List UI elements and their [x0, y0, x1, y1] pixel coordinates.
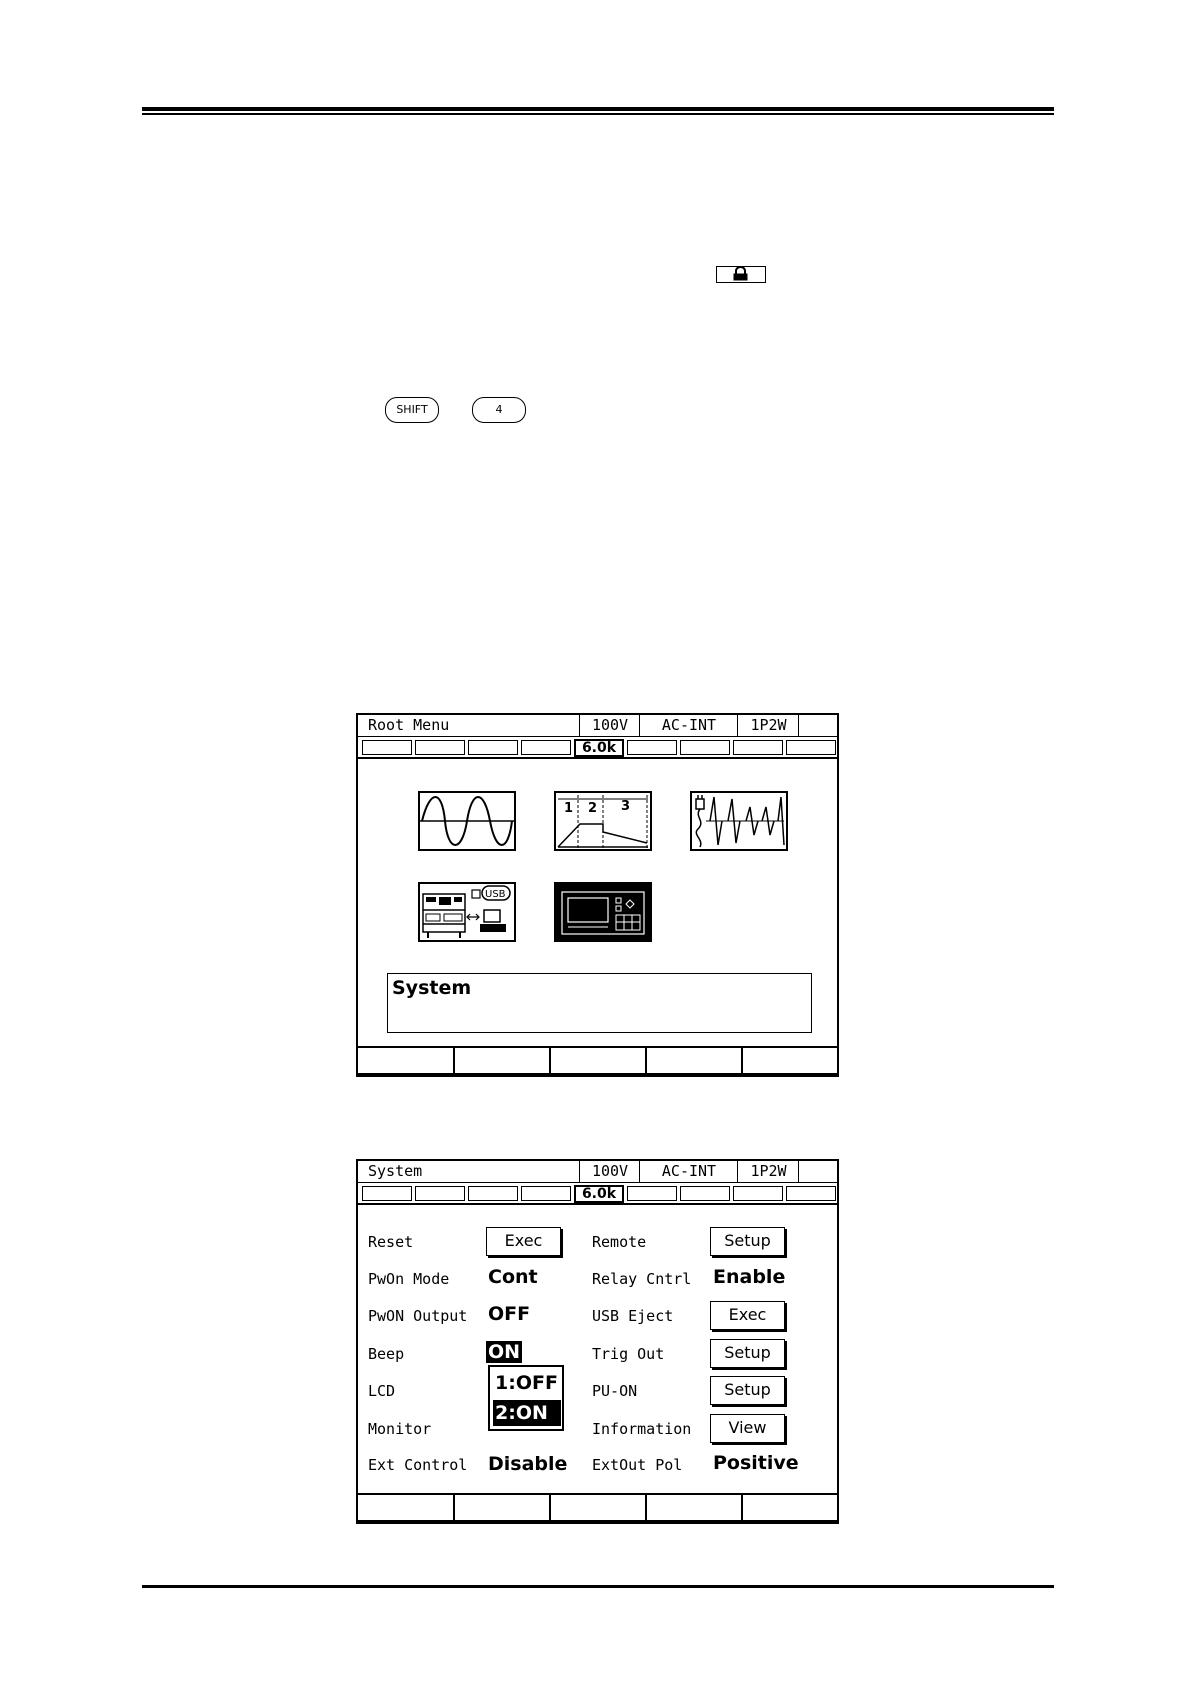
remote-label: Remote [592, 1233, 647, 1251]
extout-pol-value[interactable]: Positive [713, 1452, 799, 1474]
range-indicator: 6.0k [574, 739, 624, 757]
usb-eject-exec-button[interactable]: Exec [710, 1301, 785, 1330]
information-label: Information [592, 1420, 692, 1438]
sequence-icon[interactable] [554, 791, 652, 851]
svg-text:1: 1 [564, 801, 574, 816]
range-indicator: 6.0k [574, 1185, 624, 1203]
system-icon[interactable] [554, 882, 652, 942]
softkey-bar [358, 1493, 837, 1522]
reset-exec-button[interactable]: Exec [486, 1227, 561, 1256]
source-indicator: AC-INT [639, 1161, 738, 1182]
status-header [358, 1161, 837, 1183]
svg-text:2: 2 [588, 801, 598, 816]
pwon-output-label: PwON Output [368, 1307, 468, 1325]
beep-dropdown [488, 1365, 564, 1431]
information-view-button[interactable]: View [710, 1414, 785, 1443]
range-bar [358, 737, 837, 759]
footer-rule [142, 1585, 1054, 1588]
monitor-label: Monitor [368, 1420, 432, 1438]
status-blank [798, 715, 840, 736]
trig-out-label: Trig Out [592, 1345, 665, 1363]
header-rule-thin [142, 113, 1054, 115]
lcd-label: LCD [368, 1382, 396, 1400]
beep-value[interactable]: ON [488, 1341, 521, 1363]
pwon-mode-value[interactable]: Cont [488, 1266, 538, 1288]
surge-simulation-icon[interactable] [690, 791, 788, 851]
screen-title: Root Menu [368, 716, 450, 734]
status-blank [798, 1161, 840, 1182]
header-rule [142, 107, 1054, 111]
reset-label: Reset [368, 1233, 414, 1251]
wiring-indicator: 1P2W [737, 1161, 799, 1182]
beep-label: Beep [368, 1345, 405, 1363]
lock-icon [716, 266, 766, 283]
screen-title: System [368, 1162, 423, 1180]
menu-description: System [387, 973, 812, 1033]
voltage-indicator: 100V [579, 715, 640, 736]
ext-control-label: Ext Control [368, 1456, 468, 1474]
pu-on-label: PU-ON [592, 1382, 638, 1400]
remote-setup-button[interactable]: Setup [710, 1227, 785, 1256]
root-menu-screen [356, 713, 839, 1077]
voltage-indicator: 100V [579, 1161, 640, 1182]
wiring-indicator: 1P2W [737, 715, 799, 736]
softkey-bar [358, 1046, 837, 1075]
shift-key-icon: SHIFT [385, 397, 439, 423]
source-indicator: AC-INT [639, 715, 738, 736]
pwon-mode-label: PwOn Mode [368, 1270, 450, 1288]
pwon-output-value[interactable]: OFF [488, 1303, 531, 1325]
trig-out-setup-button[interactable]: Setup [710, 1339, 785, 1368]
svg-text:3: 3 [621, 799, 631, 814]
dropdown-option-on[interactable]: 2:ON [493, 1400, 561, 1426]
svg-text:USB: USB [485, 889, 506, 900]
relay-cntrl-value[interactable]: Enable [713, 1266, 786, 1288]
range-bar [358, 1183, 837, 1205]
interface-usb-icon[interactable] [418, 882, 516, 942]
sine-wave-icon[interactable] [418, 791, 516, 851]
ext-control-value[interactable]: Disable [488, 1453, 568, 1475]
extout-pol-label: ExtOut Pol [592, 1456, 683, 1474]
four-key-icon: 4 [472, 397, 526, 423]
status-header [358, 715, 837, 737]
dropdown-option-off[interactable]: 1:OFF [495, 1372, 558, 1394]
relay-cntrl-label: Relay Cntrl [592, 1270, 692, 1288]
system-screen [356, 1159, 839, 1524]
usb-eject-label: USB Eject [592, 1307, 674, 1325]
pu-on-setup-button[interactable]: Setup [710, 1376, 785, 1405]
